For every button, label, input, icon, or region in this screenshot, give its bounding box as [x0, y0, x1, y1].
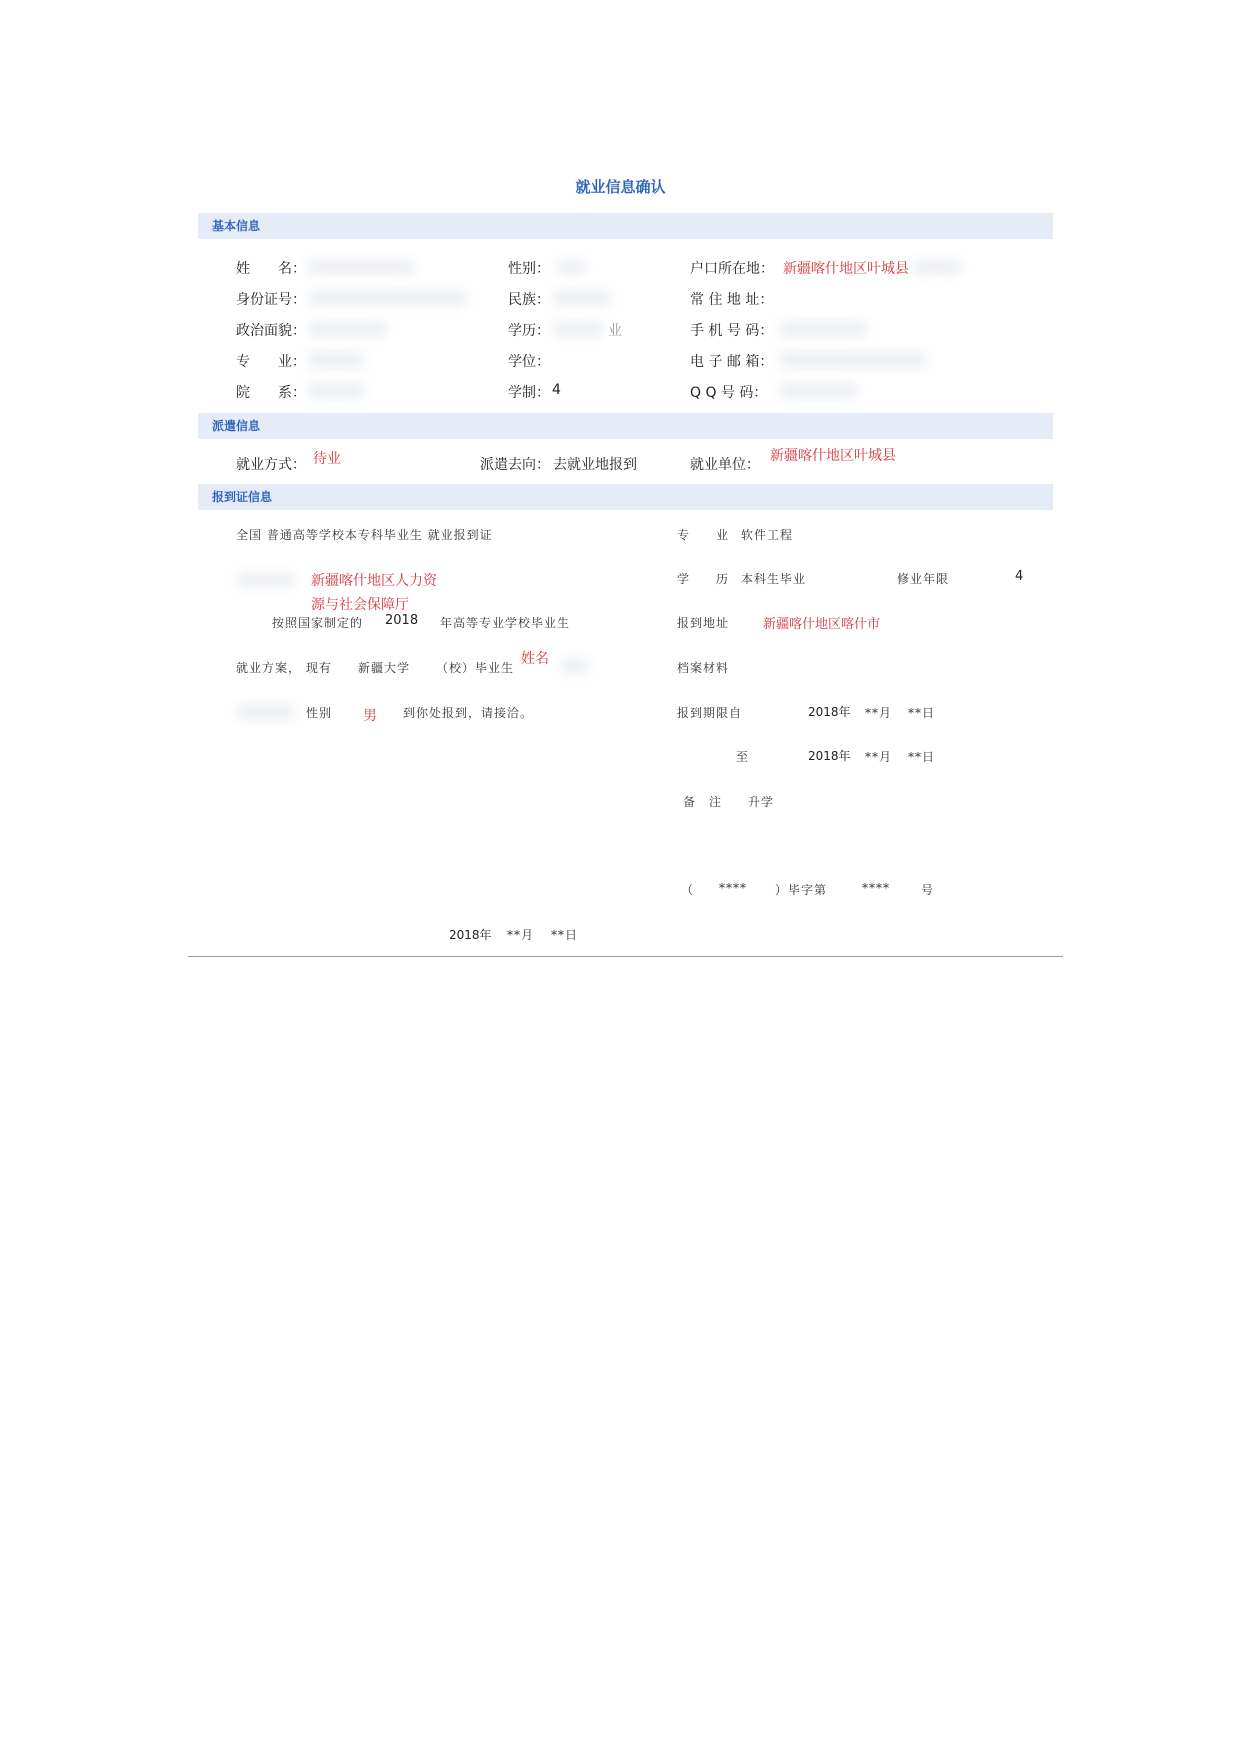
major-value-redacted [306, 352, 366, 368]
body-year: 2018 [385, 613, 419, 628]
education-value-redacted [552, 321, 604, 337]
cert-period-to-label: 至 [736, 750, 750, 764]
gender-value-cert: 男 [363, 708, 377, 724]
student-name-redacted [560, 658, 590, 674]
cert-number-end: 号 [921, 883, 935, 897]
cert-edu-value: 本科生毕业 [741, 572, 807, 586]
hukou-extra-redacted [912, 259, 962, 275]
issue-year: 2018年 [449, 928, 492, 942]
phone-value-redacted [778, 321, 868, 337]
issue-month: **月 [507, 928, 535, 942]
email-value-redacted [778, 352, 928, 368]
cert-addr-label: 报到地址 [677, 616, 730, 630]
cert-number-year: **** [719, 881, 747, 895]
cert-period-to-day: **日 [908, 750, 936, 764]
ethnic-label: 民族： [508, 292, 550, 308]
section-report-info [198, 484, 1053, 510]
destination-value: 去就业地报到 [553, 457, 637, 473]
cert-number-mid: ）毕字第 [775, 883, 828, 897]
email-label: 电 子 邮 箱： [690, 354, 774, 370]
cert-period-from-month: **月 [865, 706, 893, 720]
recipient-line-1: 新疆喀什地区人力资 [311, 573, 437, 589]
gender-value-redacted [556, 259, 586, 275]
recipient-prefix-redacted [236, 572, 296, 588]
cert-number-open: （ [681, 883, 695, 897]
cert-edu-label: 学 历 [677, 572, 730, 586]
cert-period-from-day: **日 [908, 706, 936, 720]
certificate-heading: 全国 普通高等学校本专科毕业生 就业报到证 [236, 528, 493, 542]
cert-period-label: 报到期限自 [677, 706, 743, 720]
college-label: 院 系： [236, 385, 306, 401]
hukou-value: 新疆喀什地区叶城县 [783, 261, 909, 277]
duration-value: 4 [552, 382, 561, 398]
cert-major-label: 专 业 [677, 528, 730, 542]
employer-value: 新疆喀什地区叶城县 [770, 448, 896, 464]
bottom-divider [188, 956, 1063, 957]
phone-label: 手 机 号 码： [690, 323, 774, 339]
degree-label: 学位： [508, 354, 550, 370]
recipient-line-2: 源与社会保障厅 [311, 597, 409, 613]
cert-period-from-year: 2018年 [808, 705, 851, 719]
employment-method-value: 待业 [313, 451, 341, 467]
section-dispatch-info [198, 413, 1053, 439]
student-name: 姓名 [521, 651, 549, 667]
hukou-label: 户口所在地： [690, 261, 774, 277]
gender-label: 性别： [508, 261, 550, 277]
cert-years-label: 修业年限 [897, 572, 950, 586]
employment-method-label: 就业方式： [236, 457, 306, 473]
page-title: 就业信息确认 [575, 178, 666, 196]
body-school: 新疆大学 [358, 661, 411, 675]
major-label: 专 业： [236, 354, 306, 370]
qq-value-redacted [778, 383, 858, 399]
section-title-dispatch: 派遣信息 [212, 419, 261, 433]
cert-archive-label: 档案材料 [677, 661, 730, 675]
duration-label: 学制： [508, 385, 550, 401]
education-label: 学历： [508, 323, 550, 339]
college-value-redacted [306, 383, 366, 399]
section-basic-info [198, 213, 1053, 239]
name-label: 姓 名： [236, 261, 306, 277]
education-value-tail: 业 [608, 323, 622, 339]
gender-label-cert: 性别 [306, 706, 333, 720]
body-line1-a: 按照国家制定的 [272, 616, 364, 630]
cert-major-value: 软件工程 [741, 528, 794, 542]
political-label: 政治面貌： [236, 323, 306, 339]
cert-addr-value: 新疆喀什地区喀什市 [763, 617, 881, 632]
employer-label: 就业单位： [690, 457, 760, 473]
section-title-report: 报到证信息 [212, 490, 273, 504]
cert-period-to-year: 2018年 [808, 749, 851, 763]
section-title-basic: 基本信息 [212, 219, 261, 233]
body-line2-a: 就业方案， 现有 [236, 661, 332, 675]
name-value-redacted [306, 259, 416, 275]
cert-remark-value: 升学 [748, 795, 775, 809]
residence-label: 常 住 地 址： [690, 292, 774, 308]
id-label: 身份证号： [236, 292, 306, 308]
id-value-redacted [308, 290, 468, 306]
cert-years-value: 4 [1015, 569, 1024, 584]
political-value-redacted [308, 321, 388, 337]
cert-number-value: **** [862, 881, 890, 895]
body-line3: 到你处报到，请接洽。 [403, 706, 534, 720]
issue-day: **日 [551, 928, 579, 942]
cert-remark-label: 备 注 [683, 795, 723, 809]
ethnic-value-redacted [552, 290, 612, 306]
body-line2-b: （校）毕业生 [436, 661, 515, 675]
qq-label: Q Q 号 码： [690, 385, 768, 401]
destination-label: 派遣去向： [480, 457, 550, 473]
student-id-redacted [236, 704, 296, 720]
body-line1-b: 年高等专业学校毕业生 [440, 616, 571, 630]
cert-period-to-month: **月 [865, 750, 893, 764]
